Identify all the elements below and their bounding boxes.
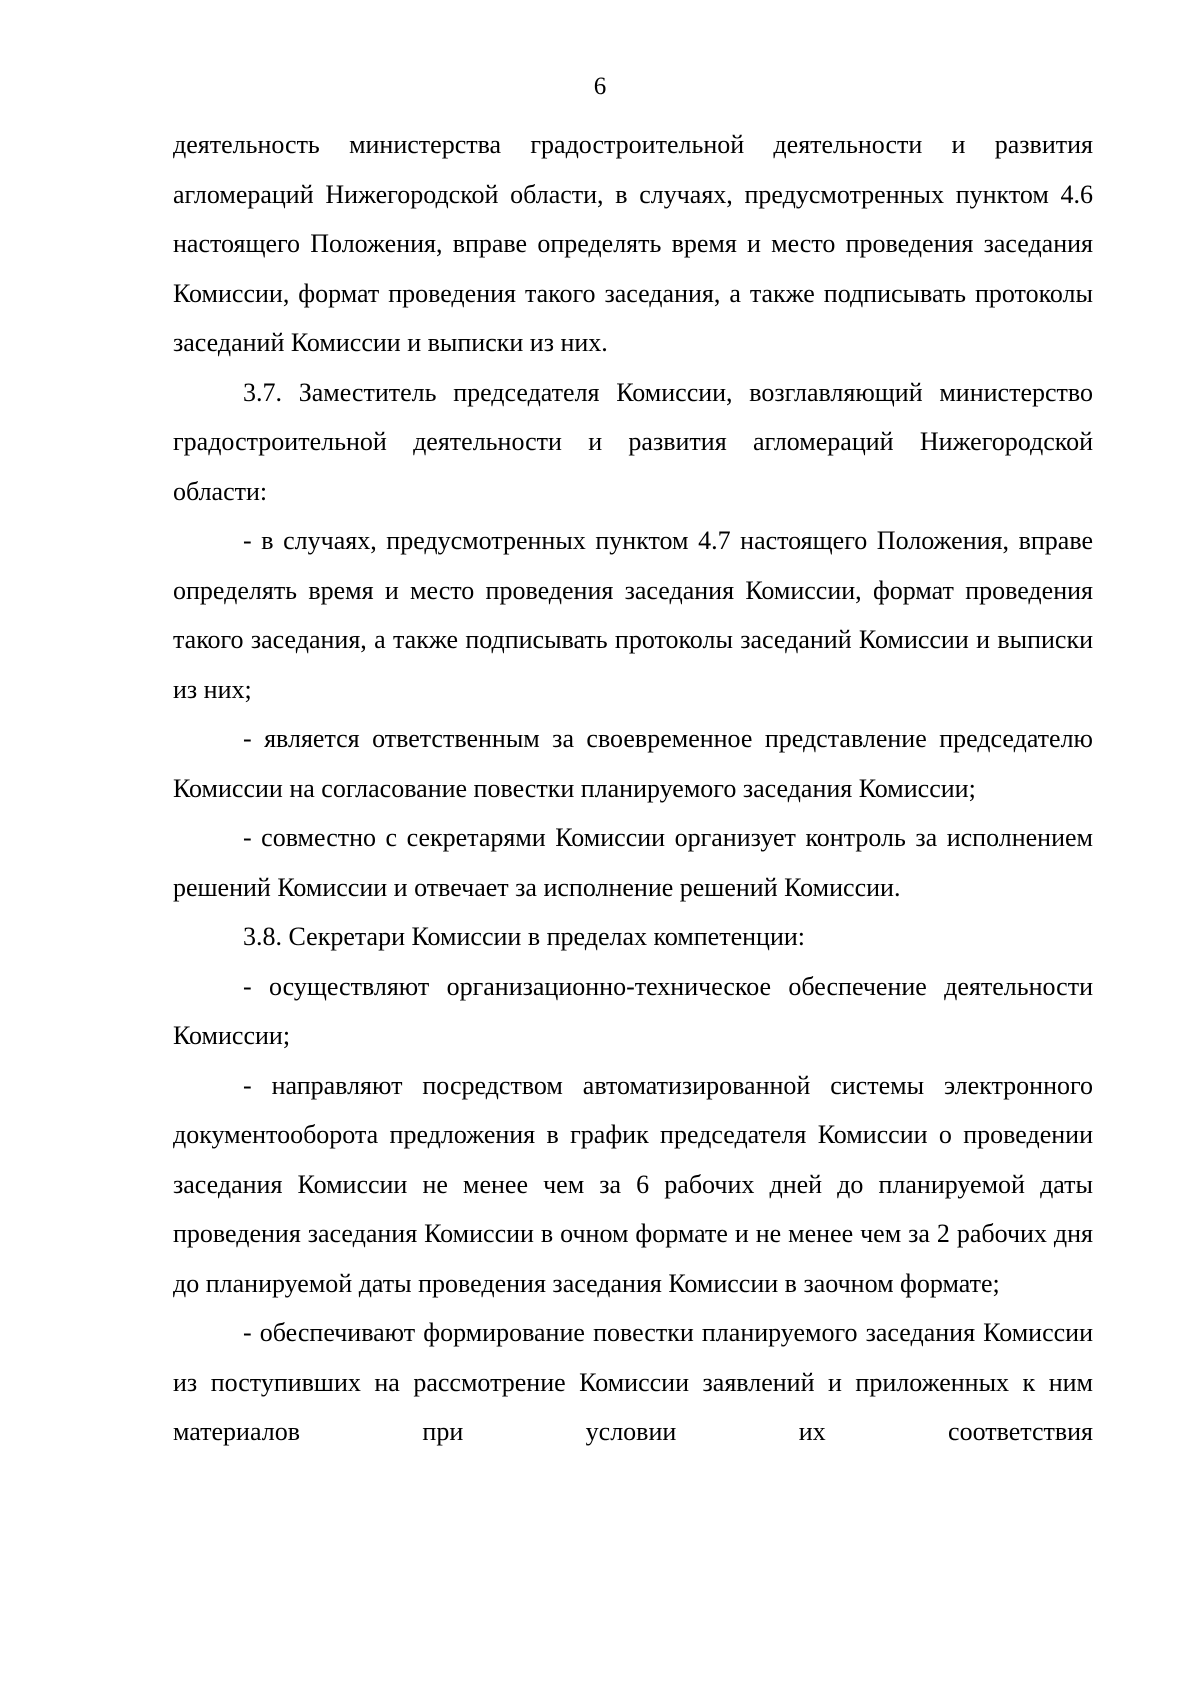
paragraph-3-7-item-3: - совместно с секретарями Комиссии организует контроль за исполнением решений Комиссии и отвечает за исполнение решений Комиссии. bbox=[173, 823, 1093, 902]
paragraph-3-8-item-3: - обеспечивают формирование повестки планируемого заседания Комиссии из поступивших на рассмотрение Комиссии заявлений и приложенных к ним материалов при условии их соответствия bbox=[173, 1318, 1093, 1446]
paragraph-3-7: 3.7. Заместитель председателя Комиссии, возглавляющий министерство градостроительной деятельности и развития агломераций Нижегородской области: bbox=[173, 377, 1093, 506]
paragraph-continuation: деятельность министерства градостроительной деятельности и развития агломераций Нижегородской области, в случаях, предусмотренных пунктом 4.6 настоящего Положения, вправе определять время и место проведения заседания Комиссии, формат проведения такого заседания, а также подписывать протоколы заседаний Комиссии и выписки из них. bbox=[173, 130, 1093, 357]
page-number: 6 bbox=[593, 73, 607, 100]
paragraph-3-8: 3.8. Секретари Комиссии в пределах компетенции: bbox=[243, 922, 806, 951]
paragraph-3-7-item-2: - является ответственным за своевременное представление председателю Комиссии на согласование повестки планируемого заседания Комиссии; bbox=[173, 724, 1093, 803]
paragraph-3-7-item-1: - в случаях, предусмотренных пунктом 4.7 настоящего Положения, вправе определять время и место проведения заседания Комиссии, формат проведения такого заседания, а также подписывать протоколы заседаний Комиссии и выписки из них; bbox=[173, 526, 1093, 704]
paragraph-3-8-item-2: - направляют посредством автоматизированной системы электронного документооборота предложения в график председателя Комиссии о проведении заседания Комиссии не менее чем за 6 рабочих дней до планируемой даты проведения заседания Комиссии в очном формате и не менее чем за 2 рабочих дня до планируемой даты проведения заседания Комиссии в заочном формате; bbox=[173, 1070, 1093, 1298]
document-body bbox=[173, 120, 1093, 1457]
paragraph-3-8-item-1: - осуществляют организационно-техническое обеспечение деятельности Комиссии; bbox=[173, 971, 1093, 1050]
